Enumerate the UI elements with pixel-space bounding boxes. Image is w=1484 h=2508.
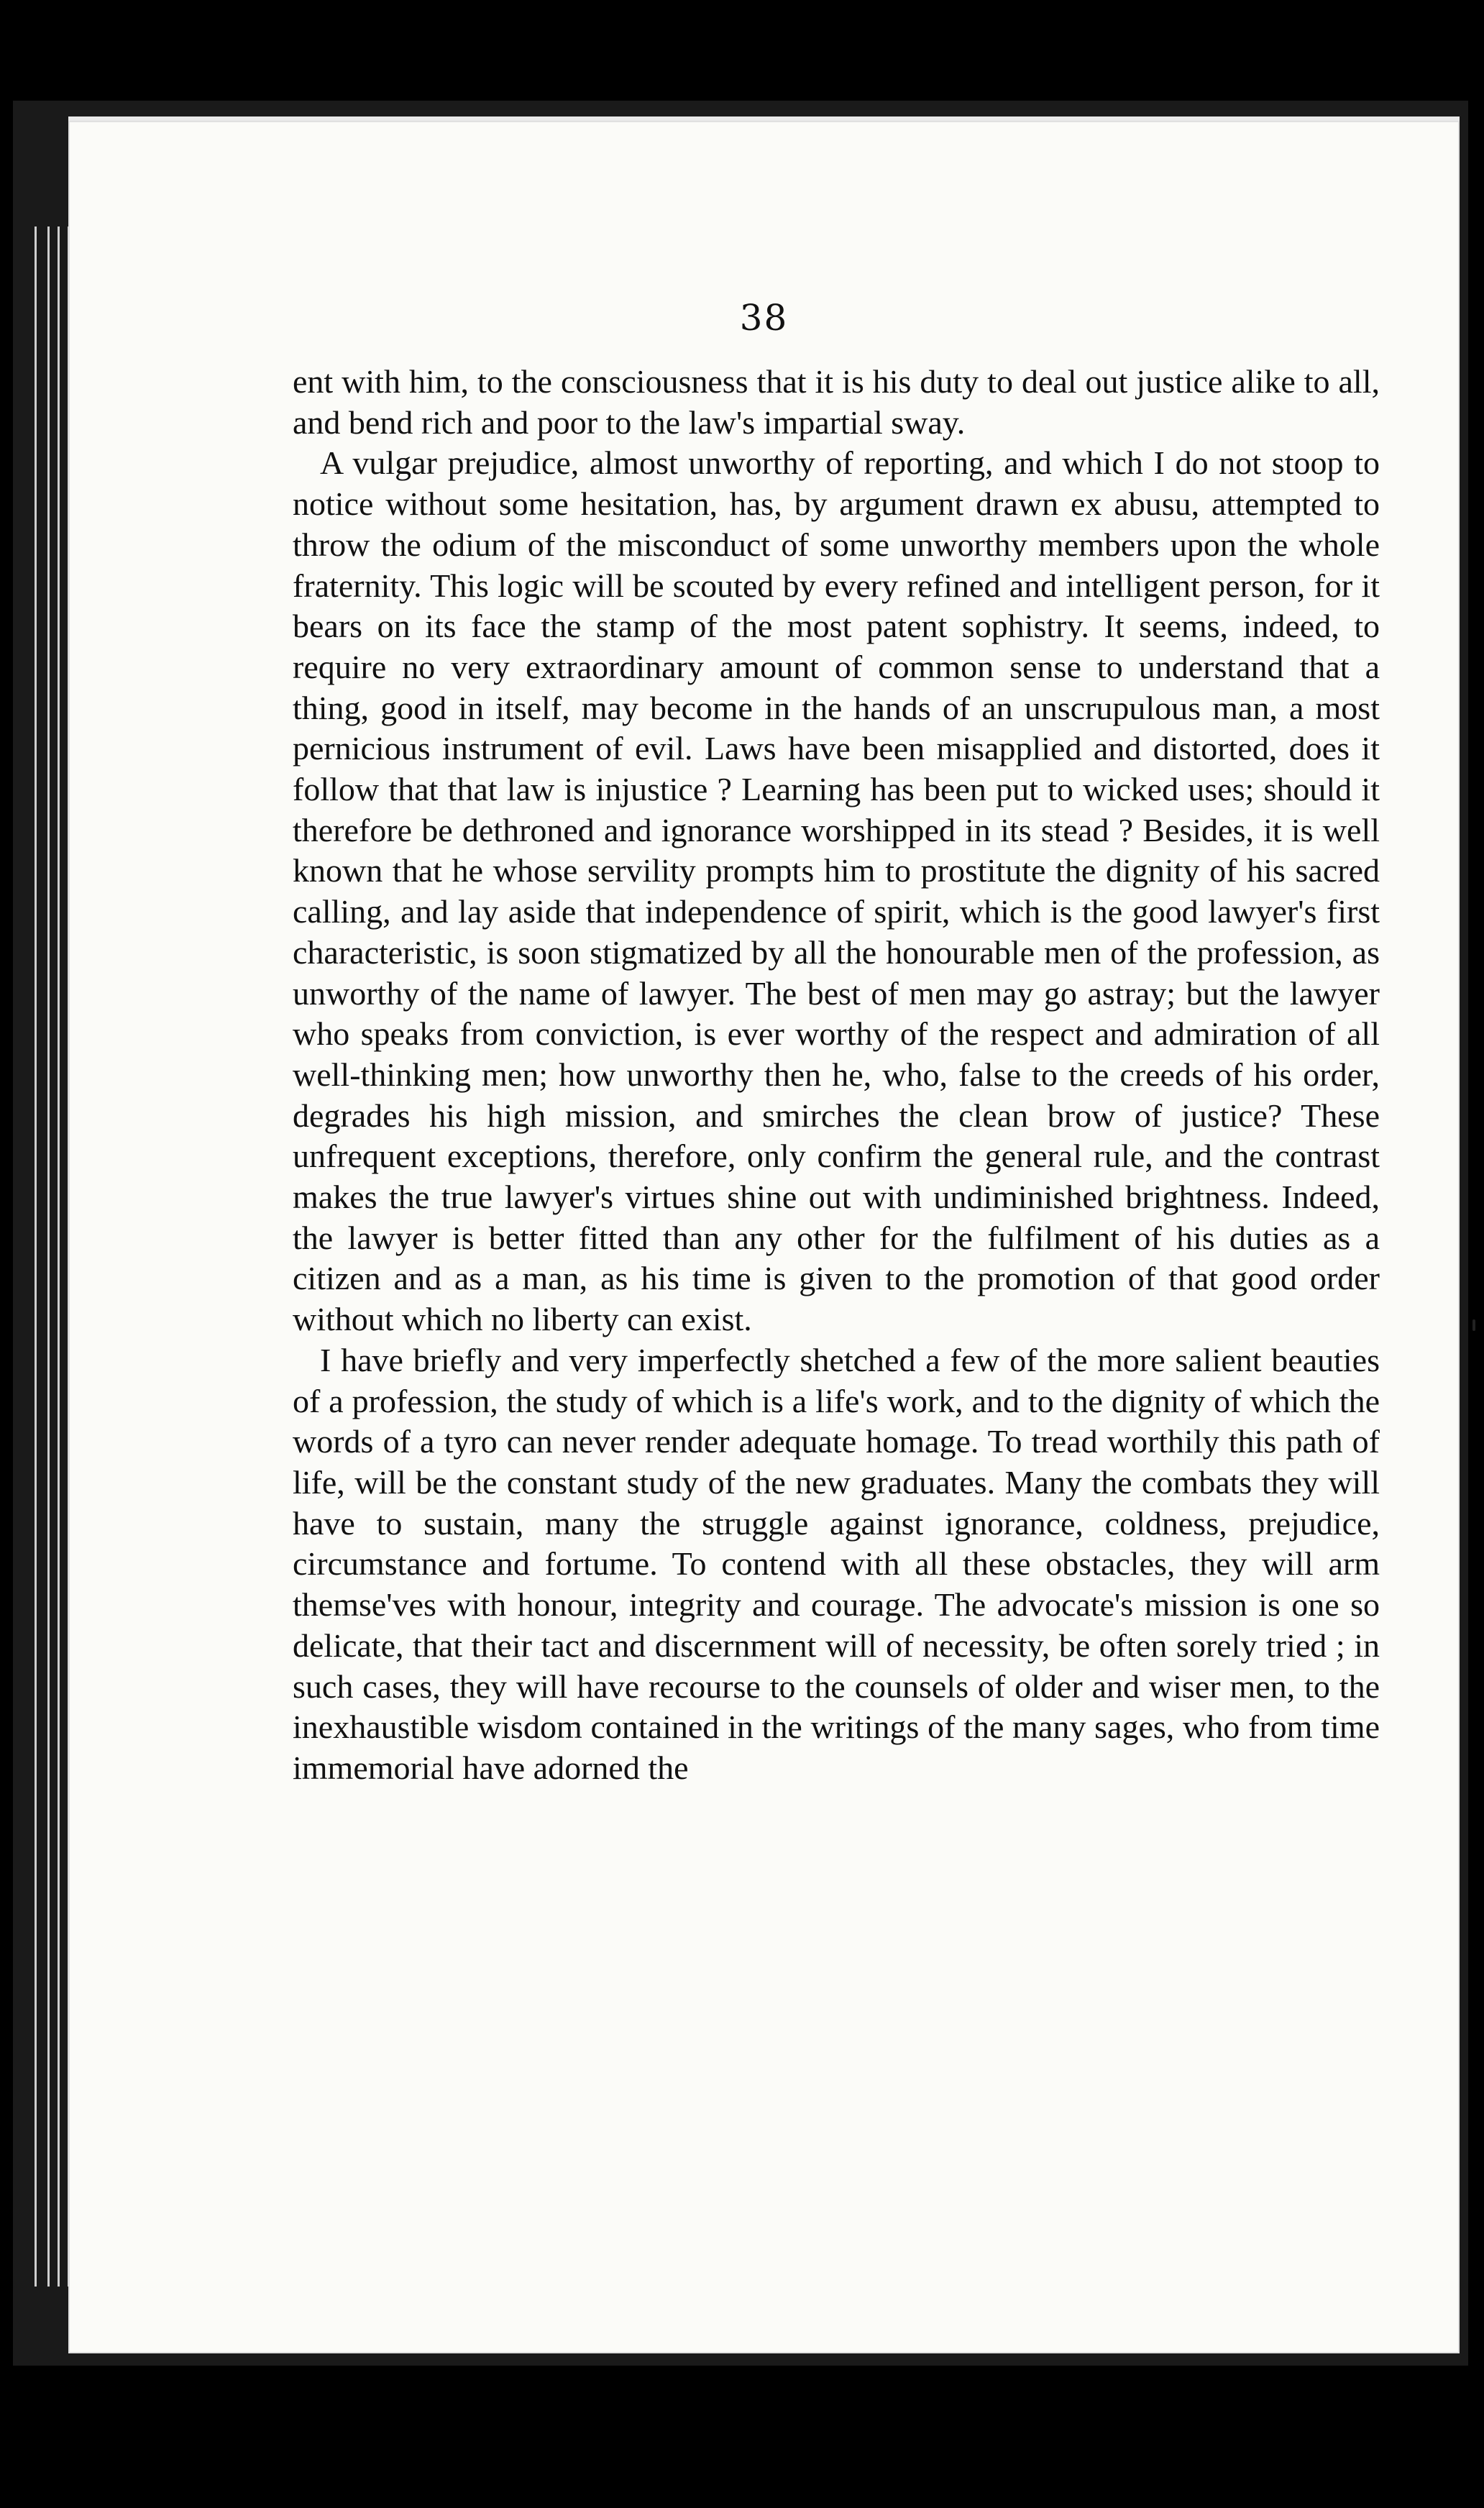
scan-speck bbox=[1472, 1319, 1475, 1331]
book-page bbox=[68, 116, 1460, 2353]
page-edge bbox=[35, 226, 37, 2287]
body-text bbox=[293, 362, 1380, 1789]
paragraph: A vulgar prejudice, almost unworthy of reporting, and which I do not stoop to notice without some hesitation, has, by argument drawn ex abusu, attempted to throw the odium of the misconduct of some unworthy members upon the whole fraternity. This logic will be scouted by every refined and intelligent person, for it bears on its face the stamp of the most patent sophistry. It seems, indeed, to require no very extraordinary amount of common sense to understand that a thing, good in itself, may become in the hands of an unscrupulous man, a most pernicious instrument of evil. Laws have been misapplied and distorted, does it follow that that law is injustice ? Learning has been put to wicked uses; should it therefore be dethroned and ignorance worshipped in its stead ? Besides, it is well known that he whose servility prompts him to prostitute the dignity of his sacred calling, and lay aside that independence of spirit, which is the good lawyer's first characteristic, is soon stigmatized by all the honourable men of the profession, as unworthy of the name of lawyer. The best of men may go astray; but the lawyer who speaks from conviction, is ever worthy of the respect and admiration of all well-thinking men; how unworthy then he, who, false to the creeds of his order, degrades his high mission, and smirches the clean brow of justice? These unfrequent exceptions, therefore, only confirm the general rule, and the contrast makes the true lawyer's virtues shine out with undiminished brightness. Indeed, the lawyer is better fitted than any other for the fulfilment of his duties as a citizen and as a man, as his time is given to the promotion of that good order without which no liberty can exist. bbox=[293, 444, 1380, 1338]
paragraph: I have briefly and very imperfectly shetched a few of the more salient beauties of a profession, the study of which is a life's work, and to the dignity of which the words of a tyro can never render adequate homage. To tread worthily this path of life, will be the constant study of the new graduates. Many the combats they will have to sustain, many the struggle against ignorance, coldness, prejudice, circumstance and fortume. To contend with all these obstacles, they will arm themse'ves with honour, integrity and courage. The advocate's mission is one so delicate, that their tact and discernment will of necessity, be often sorely tried ; in such cases, they will have recourse to the counsels of older and wiser men, to the inexhaustible wisdom contained in the writings of the many sages, who from time immemorial have adorned the bbox=[293, 1341, 1380, 1786]
page-edge bbox=[58, 226, 60, 2287]
page-number: 38 bbox=[739, 297, 789, 339]
page-edge bbox=[47, 226, 50, 2287]
paragraph: ent with him, to the consciousness that it is his duty to deal out justice alike to all, and bend rich and poor to the law's impartial sway. bbox=[293, 363, 1380, 441]
